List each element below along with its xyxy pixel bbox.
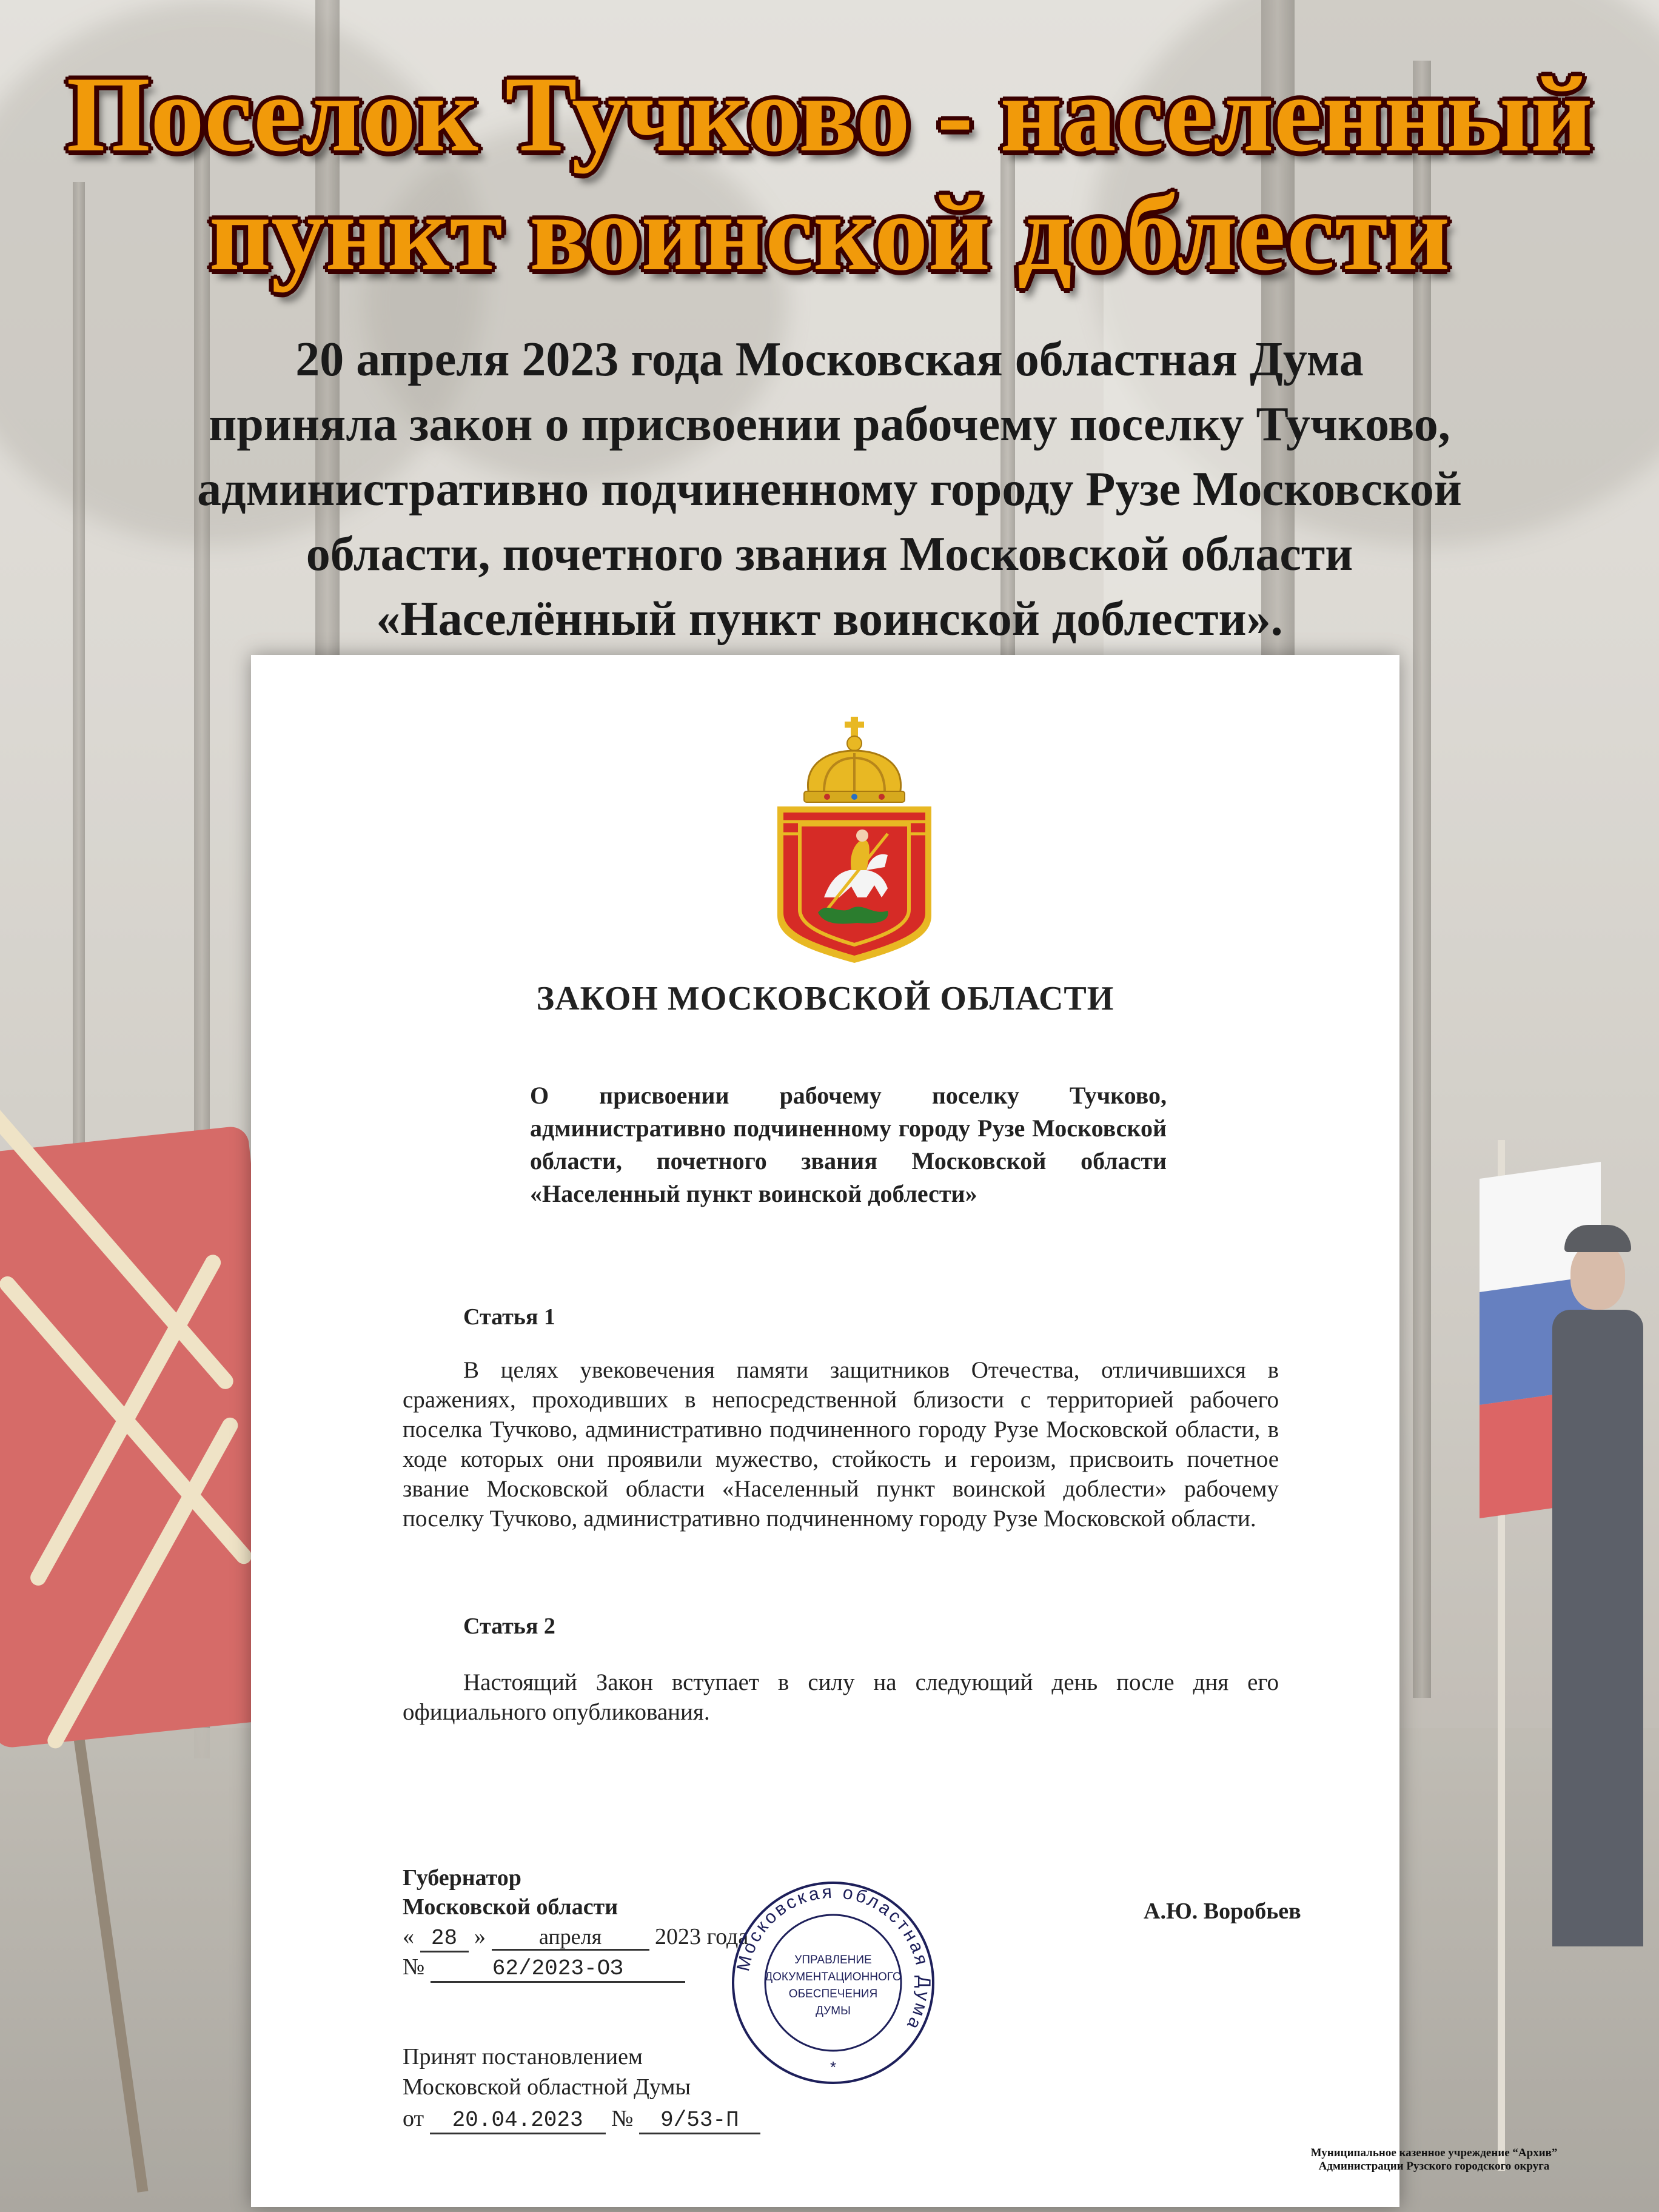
date-year: 2023 года [655,1924,749,1949]
stamp-center-line: УПРАВЛЕНИЕ [794,1954,872,1966]
law-number-value: 62/2023-ОЗ [431,1957,685,1983]
intro-line: приняла закон о присвоении рабочему поселку Тучково, [209,398,1450,451]
signing-date [403,1923,748,1952]
intro-line: административно подчиненному городу Рузе Московской [197,463,1462,516]
adopted-from: от [403,2106,424,2131]
adopted-number-sign: № [611,2106,634,2131]
governor-label: Губернатор [403,1865,521,1891]
document-title: ЗАКОН МОСКОВСКОЙ ОБЛАСТИ [536,980,1114,1017]
stamp-star: * [830,2058,837,2076]
adopted-date: 20.04.2023 [430,2108,606,2134]
governor-name: А.Ю. Воробьев [1144,1899,1301,1924]
adopted-number: 9/53-П [639,2108,760,2134]
article-2-heading: Статья 2 [463,1614,555,1639]
adopted-resolution [403,2105,760,2134]
intro-text [61,327,1598,652]
law-document [251,655,1399,2207]
poster-title-line-1: Поселок Тучково - населенный [66,54,1593,174]
coat-of-arms-icon [766,716,942,964]
adopted-line-2: Московской областной Думы [403,2074,691,2100]
official-stamp [730,1880,936,2086]
date-close-quote: » [474,1924,486,1949]
archive-credit-line-2: Администрации Рузского городского округа [1318,2160,1550,2173]
stamp-center-line: ДОКУМЕНТАЦИОННОГО [765,1971,902,1983]
date-day: 28 [420,1926,469,1952]
intro-line: области, почетного звания Московской области [306,528,1353,581]
poster-title-line-2: пункт воинской доблести [209,173,1450,293]
archive-credit-line-1: Муниципальное казенное учреждение “Архив” [1310,2147,1558,2159]
stamp-center-line: ОБЕСПЕЧЕНИЯ [788,1988,878,2000]
article-1-text: В целях увековечения памяти защитников Отечества, отличившихся в сражениях, проходивших в непосредственной близости с территорией рабочего поселка Тучково, административно подчиненного городу Рузе Московской области, в ходе которых они проявили мужество, стойкость и героизм, присвоить почетное звание Московской области «Населенный пункт воинской доблести» рабочему поселку Тучково, административно подчиненному городу Рузе Московской области. [403,1357,1279,1532]
date-month: апреля [492,1925,649,1951]
law-number [403,1954,685,1983]
intro-line: 20 апреля 2023 года Московская областная Дума [295,333,1364,386]
stamp-ring-text: Московская областная Дума [733,1882,934,2035]
article-2-text: Настоящий Закон вступает в силу на следующий день после дня его официального опубликования. [403,1669,1279,1725]
poster-title [0,55,1659,292]
intro-line: «Населённый пункт воинской доблести». [376,592,1283,646]
stamp-center-line: ДУМЫ [816,2005,851,2017]
region-label: Московской области [403,1894,618,1920]
date-open-quote: « [403,1924,414,1949]
number-sign: № [403,1954,425,1980]
article-1-heading: Статья 1 [463,1304,555,1330]
law-subject: О присвоении рабочему поселку Тучково, административно подчиненному городу Рузе Московской области, почетного звания Московской области «Населенный пункт воинской доблести» [530,1082,1167,1207]
adopted-line-1: Принят постановлением [403,2044,643,2070]
archive-credit [1261,2147,1607,2173]
